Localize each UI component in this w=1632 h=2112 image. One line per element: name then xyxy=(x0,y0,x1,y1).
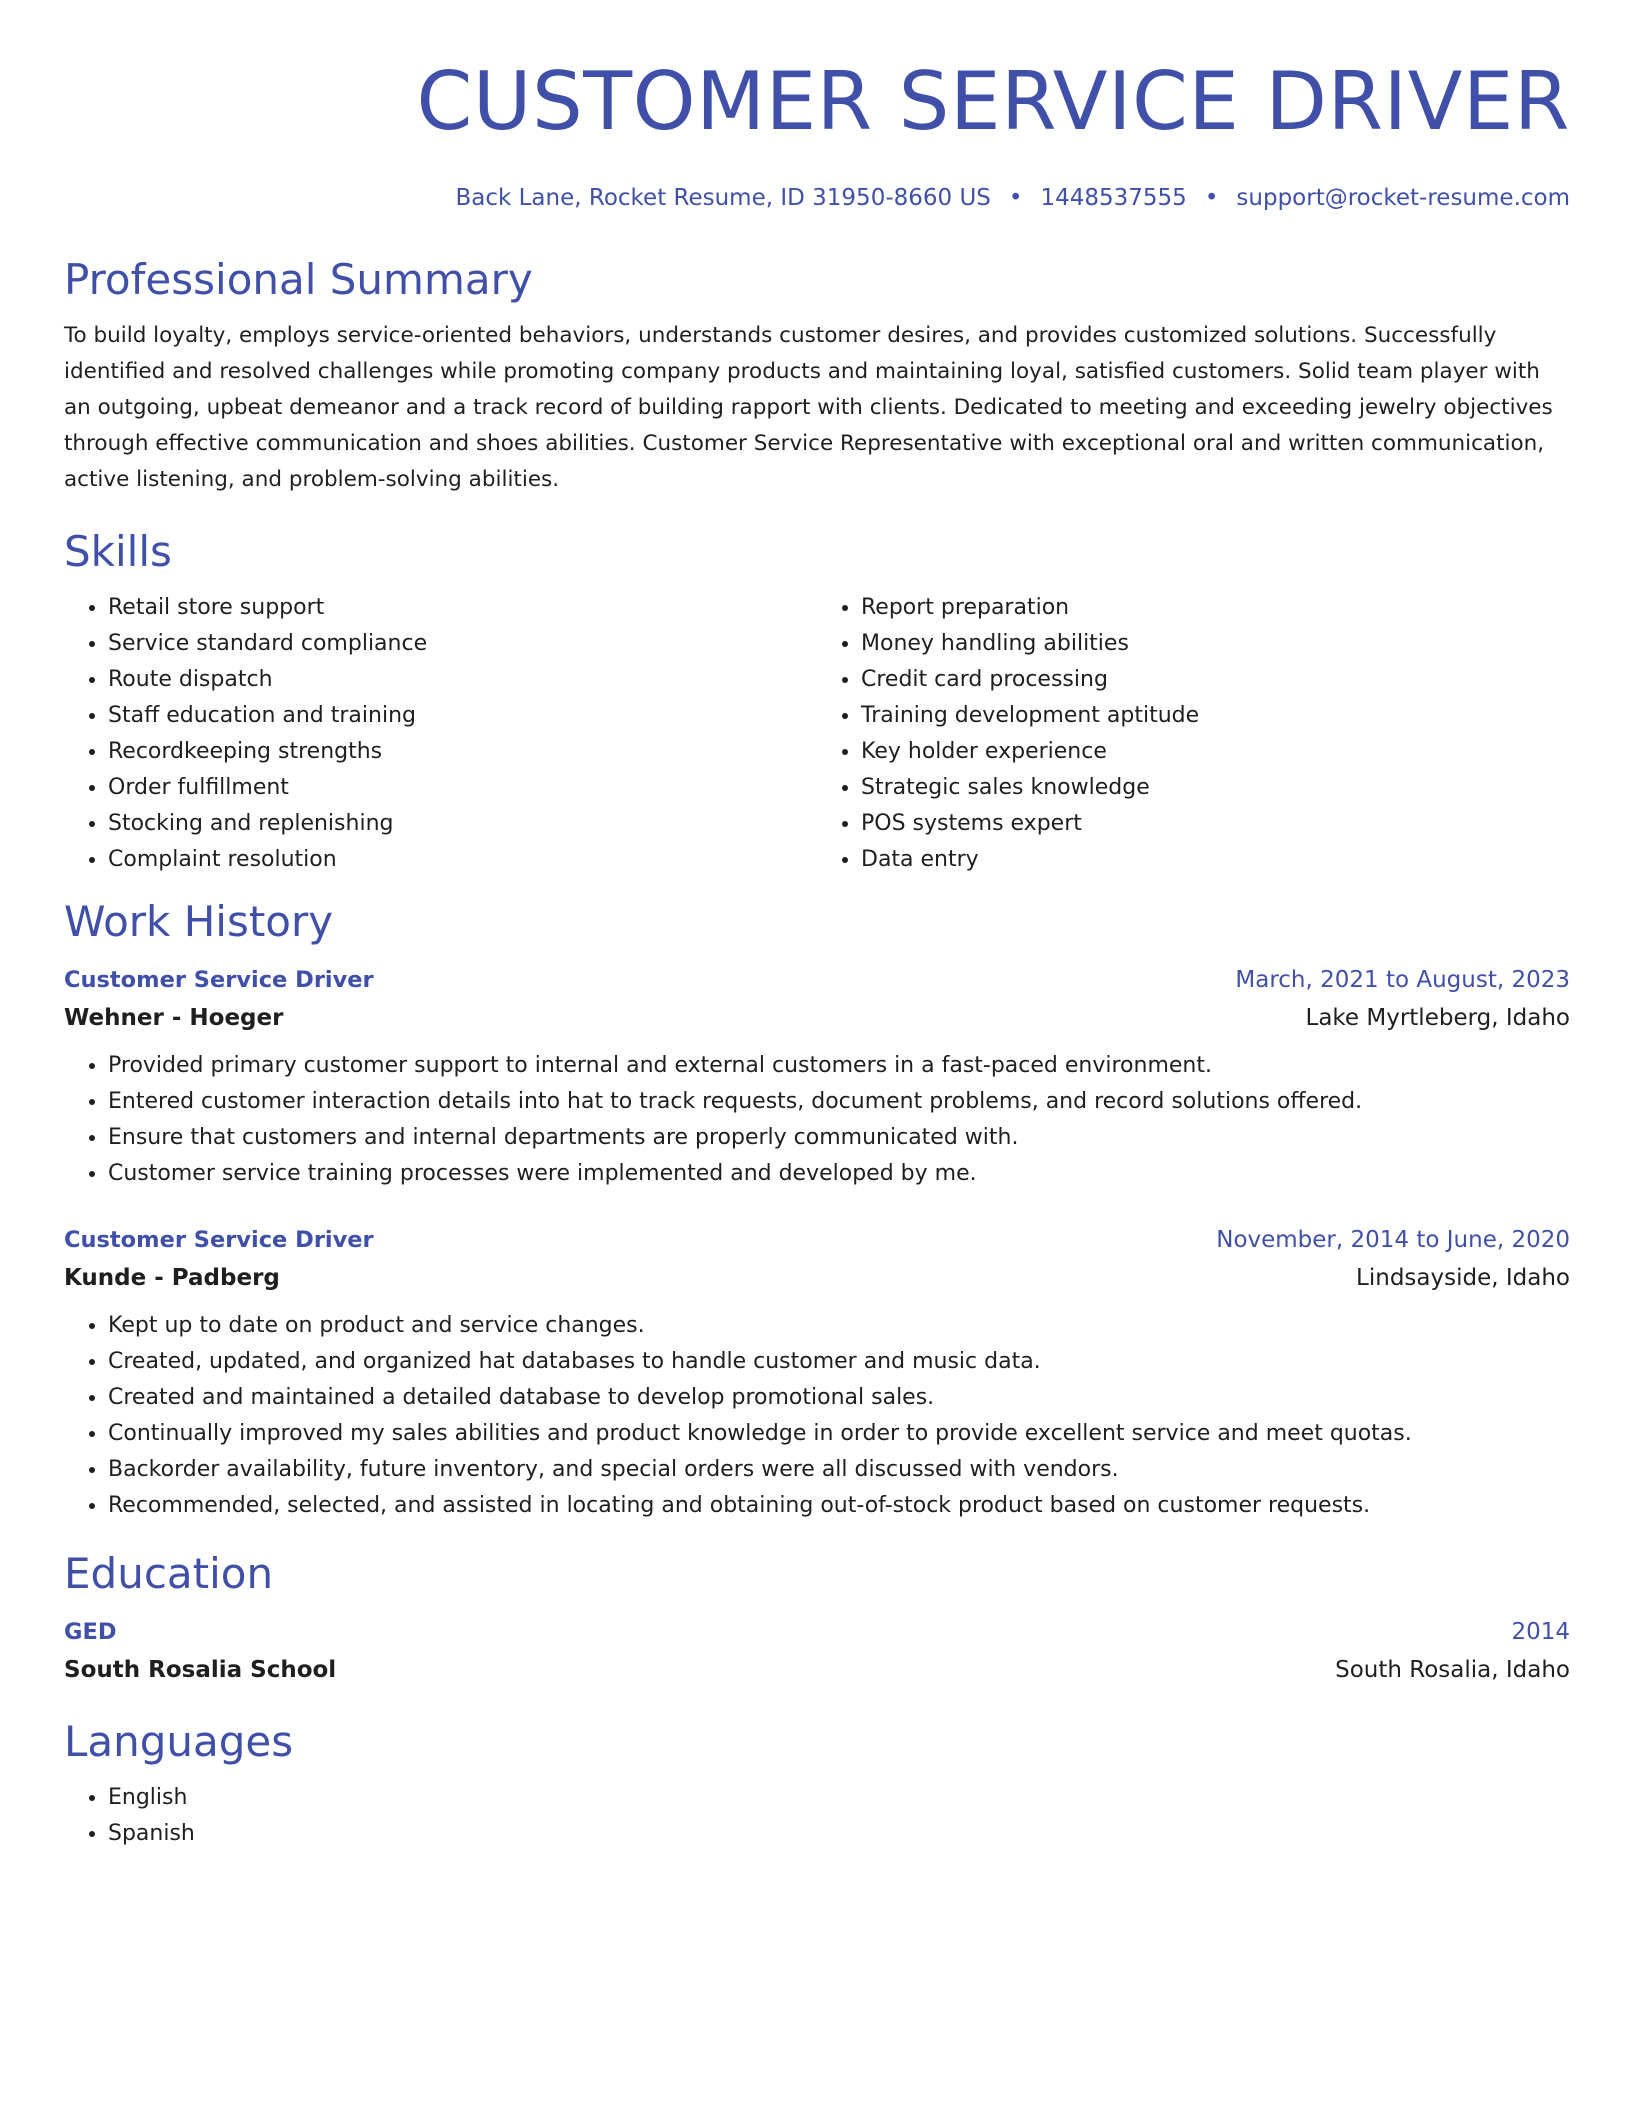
languages-heading: Languages xyxy=(64,1717,294,1766)
skills-list-right xyxy=(817,590,1570,878)
summary-text: To build loyalty, employs service-oriented behaviors, understands customer desires, and provides customized solutions. Successfully identified and resolved challenges while promoting company products and maintaining loyal, satisfied customers. Solid team player with an outgoing, upbeat demeanor and a track record of building rapport with clients. Dedicated to meeting and exceeding jewelry objectives through effective communication and shoes abilities. Customer Service Representative with exceptional oral and written communication, active listening, and problem-solving abilities. xyxy=(64,323,1553,492)
skill-item: • Training development aptitude xyxy=(861,698,1570,734)
job-header-row xyxy=(64,1222,1570,1258)
job-bullet: • Backorder availability, future inventory, and special orders were all discussed with vendors. xyxy=(108,1452,1570,1488)
skill-item: • Stocking and replenishing xyxy=(108,806,817,842)
job-location: Lindsayside, Idaho xyxy=(1356,1265,1570,1291)
education-year: 2014 xyxy=(1511,1619,1570,1645)
job-company: Wehner - Hoeger xyxy=(64,1005,284,1031)
job-bullet: • Continually improved my sales abilities and product knowledge in order to provide excellent service and meet quotas. xyxy=(108,1416,1570,1452)
skill-item: • Retail store support xyxy=(108,590,817,626)
education-degree: GED xyxy=(64,1619,117,1645)
job-entry xyxy=(64,962,1570,1192)
job-company: Kunde - Padberg xyxy=(64,1265,280,1291)
skill-item: • Money handling abilities xyxy=(861,626,1570,662)
resume-title: CUSTOMER SERVICE DRIVER xyxy=(416,55,1570,148)
education-entry xyxy=(64,1614,1570,1690)
contact-address: Back Lane, Rocket Resume, ID 31950-8660 US xyxy=(455,185,991,211)
job-bullets xyxy=(64,1048,1570,1192)
skill-item: • Data entry xyxy=(861,842,1570,878)
skill-item: • Key holder experience xyxy=(861,734,1570,770)
contact-phone: 1448537555 xyxy=(1040,185,1187,211)
education-header-row xyxy=(64,1614,1570,1650)
education-school-row xyxy=(64,1650,1570,1690)
skill-item: • Order fulfillment xyxy=(108,770,817,806)
job-bullet: • Created, updated, and organized hat databases to handle customer and music data. xyxy=(108,1344,1570,1380)
education-location: South Rosalia, Idaho xyxy=(1335,1657,1570,1683)
job-dates: March, 2021 to August, 2023 xyxy=(1235,967,1570,993)
job-bullet: • Entered customer interaction details into hat to track requests, document problems, and record solutions offered. xyxy=(108,1084,1570,1120)
skill-item: • Credit card processing xyxy=(861,662,1570,698)
contact-separator: • xyxy=(1008,185,1023,211)
job-bullet: • Customer service training processes were implemented and developed by me. xyxy=(108,1156,1570,1192)
education-heading: Education xyxy=(64,1549,274,1598)
skill-item: • Complaint resolution xyxy=(108,842,817,878)
skills-list-left xyxy=(64,590,817,878)
job-role: Customer Service Driver xyxy=(64,1227,374,1253)
skills-columns xyxy=(64,590,1570,878)
language-item: • English xyxy=(108,1780,1570,1816)
skill-item: • POS systems expert xyxy=(861,806,1570,842)
job-company-row xyxy=(64,1258,1570,1298)
job-location: Lake Myrtleberg, Idaho xyxy=(1305,1005,1570,1031)
job-bullet: • Created and maintained a detailed database to develop promotional sales. xyxy=(108,1380,1570,1416)
contact-separator: • xyxy=(1204,185,1219,211)
job-bullet: • Provided primary customer support to internal and external customers in a fast-paced environment. xyxy=(108,1048,1570,1084)
contact-email[interactable]: support@rocket-resume.com xyxy=(1236,185,1570,211)
contact-line xyxy=(64,182,1570,214)
job-company-row xyxy=(64,998,1570,1038)
job-header-row xyxy=(64,962,1570,998)
job-entry xyxy=(64,1222,1570,1524)
job-dates: November, 2014 to June, 2020 xyxy=(1216,1227,1570,1253)
job-bullet: • Recommended, selected, and assisted in locating and obtaining out-of-stock product based on customer requests. xyxy=(108,1488,1570,1524)
skill-item: • Recordkeeping strengths xyxy=(108,734,817,770)
skill-item: • Report preparation xyxy=(861,590,1570,626)
language-item: • Spanish xyxy=(108,1816,1570,1852)
skill-item: • Route dispatch xyxy=(108,662,817,698)
languages-list xyxy=(64,1780,1570,1852)
skill-item: • Strategic sales knowledge xyxy=(861,770,1570,806)
skill-item: • Service standard compliance xyxy=(108,626,817,662)
job-bullet: • Kept up to date on product and service changes. xyxy=(108,1308,1570,1344)
summary-heading: Professional Summary xyxy=(64,255,533,304)
job-bullet: • Ensure that customers and internal departments are properly communicated with. xyxy=(108,1120,1570,1156)
job-role: Customer Service Driver xyxy=(64,967,374,993)
skill-item: • Staff education and training xyxy=(108,698,817,734)
work-history-heading: Work History xyxy=(64,897,334,946)
job-bullets xyxy=(64,1308,1570,1524)
skills-heading: Skills xyxy=(64,527,172,576)
education-school: South Rosalia School xyxy=(64,1657,337,1683)
